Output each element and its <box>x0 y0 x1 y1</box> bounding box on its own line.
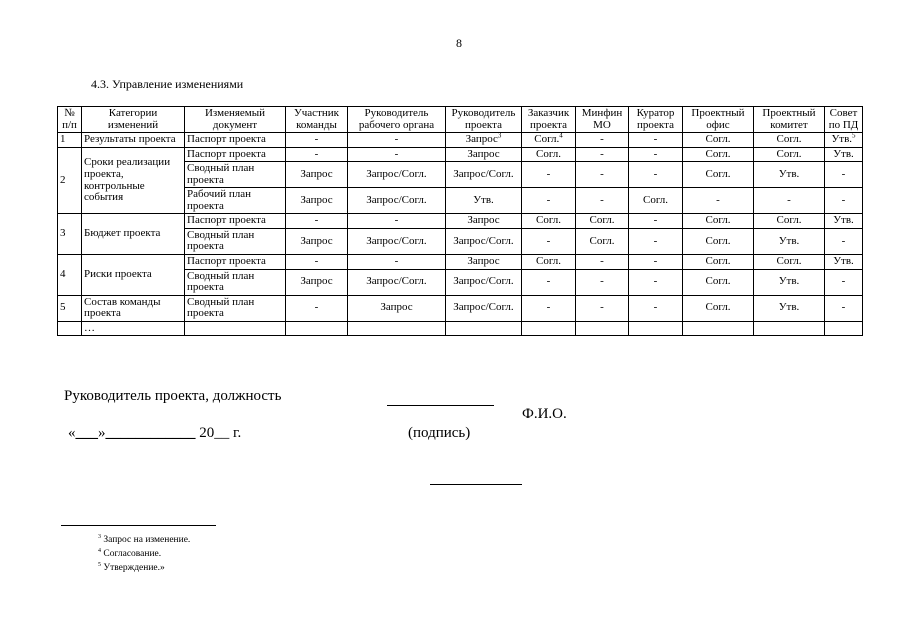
cell-value: - <box>653 275 658 288</box>
document-cell: Сводный план проекта <box>185 228 286 254</box>
value-cell <box>754 133 825 148</box>
document-cell: Сводный план проекта <box>185 269 286 295</box>
short-rule <box>430 484 522 485</box>
value-cell <box>286 133 348 148</box>
value-cell <box>629 133 683 148</box>
cell-value: - <box>841 234 846 247</box>
value-cell <box>522 162 576 188</box>
header-cell: Проектный комитет <box>754 107 825 133</box>
cell-value: Согл. <box>589 214 615 227</box>
footnote-text: Запрос на изменение. <box>101 535 191 545</box>
empty-cell <box>185 321 286 336</box>
cell-value: - <box>600 167 604 180</box>
value-cell <box>576 133 629 148</box>
document-cell: Паспорт проекта <box>185 147 286 162</box>
cell-value: Запрос/Согл. <box>366 275 427 288</box>
value-cell <box>522 228 576 254</box>
value-cell <box>286 147 348 162</box>
value-cell <box>683 295 754 321</box>
signature-fio: Ф.И.О. <box>522 406 567 422</box>
cell-value: - <box>716 194 720 207</box>
cell-value: - <box>600 301 604 314</box>
value-cell <box>825 269 863 295</box>
value-cell <box>522 188 576 214</box>
cell-value: Утв. <box>778 167 800 180</box>
document-cell: Рабочий план проекта <box>185 188 286 214</box>
date-close-quote: » <box>98 425 106 441</box>
cell-value: - <box>787 194 791 207</box>
cell-value: Запрос <box>467 255 500 268</box>
cell-value: Согл. <box>776 214 802 227</box>
value-cell <box>348 188 446 214</box>
header-cell: № п/п <box>58 107 82 133</box>
header-cell: Категории изменений <box>82 107 185 133</box>
value-cell <box>629 255 683 270</box>
row-number-cell: 3 <box>58 214 82 255</box>
cell-value: Запрос/Согл. <box>366 194 427 207</box>
cell-value: Запрос/Согл. <box>453 234 514 247</box>
signature-date <box>68 425 241 442</box>
date-open-quote: « <box>68 425 76 441</box>
cell-value: - <box>600 255 604 268</box>
category-cell: Риски проекта <box>82 255 185 296</box>
value-cell <box>286 269 348 295</box>
value-cell <box>522 269 576 295</box>
empty-cell <box>825 321 863 336</box>
row-number-cell: 1 <box>58 133 82 148</box>
value-cell <box>348 228 446 254</box>
signature-caption: (подпись) <box>408 425 471 441</box>
value-cell <box>683 133 754 148</box>
ellipsis-cell: … <box>82 321 185 336</box>
cell-value: Запрос <box>300 194 333 207</box>
cell-value: - <box>600 147 604 160</box>
value-cell <box>629 188 683 214</box>
value-cell <box>629 147 683 162</box>
header-cell: Совет по ПД <box>825 107 863 133</box>
empty-cell <box>58 321 82 336</box>
category-cell: Состав команды проекта <box>82 295 185 321</box>
value-cell <box>629 295 683 321</box>
empty-cell <box>446 321 522 336</box>
value-cell <box>576 228 629 254</box>
cell-value: - <box>394 255 399 268</box>
cell-value: Согл. <box>705 255 731 268</box>
cell-value: Согл. <box>705 133 731 146</box>
value-cell <box>754 188 825 214</box>
table-header-row <box>58 107 863 133</box>
cell-value: - <box>653 133 658 146</box>
cell-value: Запрос/Согл. <box>453 275 514 288</box>
cell-value: Согл. <box>589 234 615 247</box>
value-cell <box>446 147 522 162</box>
cell-value: - <box>841 167 846 180</box>
header-cell: Проектный офис <box>683 107 754 133</box>
row-number-cell: 5 <box>58 295 82 321</box>
table-row <box>58 147 863 162</box>
document-cell: Паспорт проекта <box>185 255 286 270</box>
cell-value: - <box>546 301 551 314</box>
cell-value: - <box>841 301 846 314</box>
cell-value: - <box>841 275 846 288</box>
header-cell: Куратор проекта <box>629 107 683 133</box>
value-cell <box>286 295 348 321</box>
value-cell <box>348 214 446 229</box>
empty-cell <box>629 321 683 336</box>
header-cell: Руководитель проекта <box>446 107 522 133</box>
value-cell <box>286 228 348 254</box>
footnote-number: 5 <box>98 561 101 568</box>
category-cell: Бюджет проекта <box>82 214 185 255</box>
cell-value: Запрос <box>300 275 333 288</box>
cell-value: Запрос <box>467 214 500 227</box>
cell-value: - <box>600 133 604 146</box>
row-number-cell: 2 <box>58 147 82 214</box>
footnote-ref: 3 <box>497 131 502 140</box>
footnote-ref: 4 <box>559 131 563 140</box>
value-cell <box>446 255 522 270</box>
document-cell: Сводный план проекта <box>185 295 286 321</box>
value-cell <box>754 214 825 229</box>
value-cell <box>348 295 446 321</box>
value-cell <box>522 214 576 229</box>
value-cell <box>286 214 348 229</box>
cell-value: Запрос <box>467 147 500 160</box>
header-cell: Участник команды <box>286 107 348 133</box>
footnote-text: Согласование. <box>101 549 162 559</box>
cell-value: Согл. <box>705 147 731 160</box>
ellipsis-row <box>58 321 863 336</box>
cell-value: Согл. <box>705 301 731 314</box>
value-cell <box>576 147 629 162</box>
value-cell <box>286 188 348 214</box>
table-row <box>58 214 863 229</box>
cell-value: - <box>314 301 319 314</box>
cell-value: Согл. <box>535 255 562 268</box>
header-cell: Заказчик проекта <box>522 107 576 133</box>
value-cell <box>348 255 446 270</box>
cell-value: Утв. <box>833 255 854 268</box>
value-cell <box>522 295 576 321</box>
cell-value: Запрос <box>465 133 498 146</box>
value-cell <box>683 162 754 188</box>
cell-value: - <box>394 214 399 227</box>
empty-cell <box>348 321 446 336</box>
cell-value: - <box>653 255 658 268</box>
cell-value: - <box>546 275 551 288</box>
cell-value: Согл. <box>705 275 731 288</box>
value-cell <box>348 269 446 295</box>
footnotes <box>98 533 190 575</box>
value-cell <box>629 214 683 229</box>
cell-value: Запрос/Согл. <box>453 301 514 314</box>
value-cell <box>754 147 825 162</box>
cell-value: Согл. <box>776 255 802 268</box>
cell-value: Запрос/Согл. <box>366 234 427 247</box>
cell-value: Согл. <box>705 234 731 247</box>
value-cell <box>446 269 522 295</box>
value-cell <box>754 295 825 321</box>
footnote <box>98 547 190 561</box>
value-cell <box>446 295 522 321</box>
cell-value: - <box>600 194 604 207</box>
date-day-blank: ___ <box>75 425 98 441</box>
cell-value: Согл. <box>535 214 562 227</box>
table-row <box>58 133 863 148</box>
cell-value: - <box>600 275 604 288</box>
empty-cell <box>683 321 754 336</box>
signature-title: Руководитель проекта, должность <box>64 388 282 404</box>
cell-value: Утв. <box>833 147 854 160</box>
value-cell <box>576 255 629 270</box>
cell-value: Запрос/Согл. <box>366 167 427 180</box>
section-title: 4.3. Управление изменениями <box>91 77 244 91</box>
value-cell <box>825 255 863 270</box>
cell-value: Запрос <box>300 167 333 180</box>
value-cell <box>825 162 863 188</box>
value-cell <box>522 133 576 148</box>
footnote-text: Утверждение.» <box>101 563 165 573</box>
cell-value: - <box>546 234 551 247</box>
cell-value: Утв. <box>833 214 854 227</box>
value-cell <box>825 228 863 254</box>
cell-value: Согл. <box>534 133 560 146</box>
cell-value: - <box>653 301 658 314</box>
value-cell <box>683 214 754 229</box>
value-cell <box>683 228 754 254</box>
cell-value: Утв. <box>473 194 494 207</box>
cell-value: - <box>314 255 319 268</box>
value-cell <box>576 295 629 321</box>
date-month-blank: ____________ <box>105 425 196 441</box>
value-cell <box>825 147 863 162</box>
value-cell <box>522 147 576 162</box>
cell-value: Утв. <box>778 275 800 288</box>
cell-value: Запрос/Согл. <box>453 167 514 180</box>
category-cell: Сроки реализации проекта, контрольные события <box>82 147 185 214</box>
document-cell: Сводный план проекта <box>185 162 286 188</box>
cell-value: - <box>314 133 319 146</box>
value-cell <box>522 255 576 270</box>
cell-value: - <box>314 147 319 160</box>
change-management-table <box>57 106 863 336</box>
value-cell <box>825 295 863 321</box>
value-cell <box>825 133 863 148</box>
cell-value: Утв. <box>778 301 800 314</box>
cell-value: Утв. <box>831 133 853 146</box>
cell-value: Согл. <box>776 133 802 146</box>
empty-cell <box>286 321 348 336</box>
value-cell <box>576 188 629 214</box>
cell-value: Запрос <box>380 301 413 314</box>
cell-value: - <box>653 234 658 247</box>
value-cell <box>754 255 825 270</box>
signature-line <box>387 405 494 406</box>
cell-value: - <box>394 147 399 160</box>
value-cell <box>446 162 522 188</box>
cell-value: - <box>546 194 551 207</box>
value-cell <box>754 162 825 188</box>
cell-value: Запрос <box>300 234 333 247</box>
cell-value: Согл. <box>705 167 731 180</box>
value-cell <box>825 188 863 214</box>
cell-value: - <box>314 214 319 227</box>
footnote-number: 4 <box>98 547 101 554</box>
cell-value: - <box>841 194 846 207</box>
footnote-number: 3 <box>98 533 101 540</box>
value-cell <box>576 214 629 229</box>
cell-value: - <box>653 214 658 227</box>
table-row <box>58 255 863 270</box>
value-cell <box>683 255 754 270</box>
category-cell: Результаты проекта <box>82 133 185 148</box>
cell-value: - <box>653 167 658 180</box>
value-cell <box>576 269 629 295</box>
value-cell <box>629 269 683 295</box>
empty-cell <box>576 321 629 336</box>
value-cell <box>754 269 825 295</box>
document-cell: Паспорт проекта <box>185 133 286 148</box>
table-row <box>58 295 863 321</box>
cell-value: - <box>394 133 399 146</box>
cell-value: - <box>546 167 551 180</box>
document-cell: Паспорт проекта <box>185 214 286 229</box>
value-cell <box>446 133 522 148</box>
footnote <box>98 561 190 575</box>
value-cell <box>286 162 348 188</box>
value-cell <box>754 228 825 254</box>
value-cell <box>446 214 522 229</box>
value-cell <box>348 147 446 162</box>
value-cell <box>825 214 863 229</box>
header-cell: Руководитель рабочего органа <box>348 107 446 133</box>
header-cell: Изменяемый документ <box>185 107 286 133</box>
footnote-ref: 5 <box>852 131 856 140</box>
footnote <box>98 533 190 547</box>
value-cell <box>446 228 522 254</box>
row-number-cell: 4 <box>58 255 82 296</box>
cell-value: Согл. <box>776 147 802 160</box>
value-cell <box>348 133 446 148</box>
value-cell <box>629 162 683 188</box>
footnote-rule <box>61 525 216 526</box>
cell-value: Согл. <box>642 194 669 207</box>
value-cell <box>446 188 522 214</box>
page-number: 8 <box>456 36 462 50</box>
value-cell <box>348 162 446 188</box>
header-cell: Минфин МО <box>576 107 629 133</box>
cell-value: Утв. <box>778 234 800 247</box>
cell-value: Согл. <box>535 147 562 160</box>
value-cell <box>629 228 683 254</box>
date-year: 20__ г. <box>199 425 242 441</box>
value-cell <box>683 147 754 162</box>
value-cell <box>286 255 348 270</box>
value-cell <box>683 188 754 214</box>
value-cell <box>576 162 629 188</box>
cell-value: Согл. <box>705 214 731 227</box>
empty-cell <box>754 321 825 336</box>
cell-value: - <box>653 147 658 160</box>
empty-cell <box>522 321 576 336</box>
value-cell <box>683 269 754 295</box>
